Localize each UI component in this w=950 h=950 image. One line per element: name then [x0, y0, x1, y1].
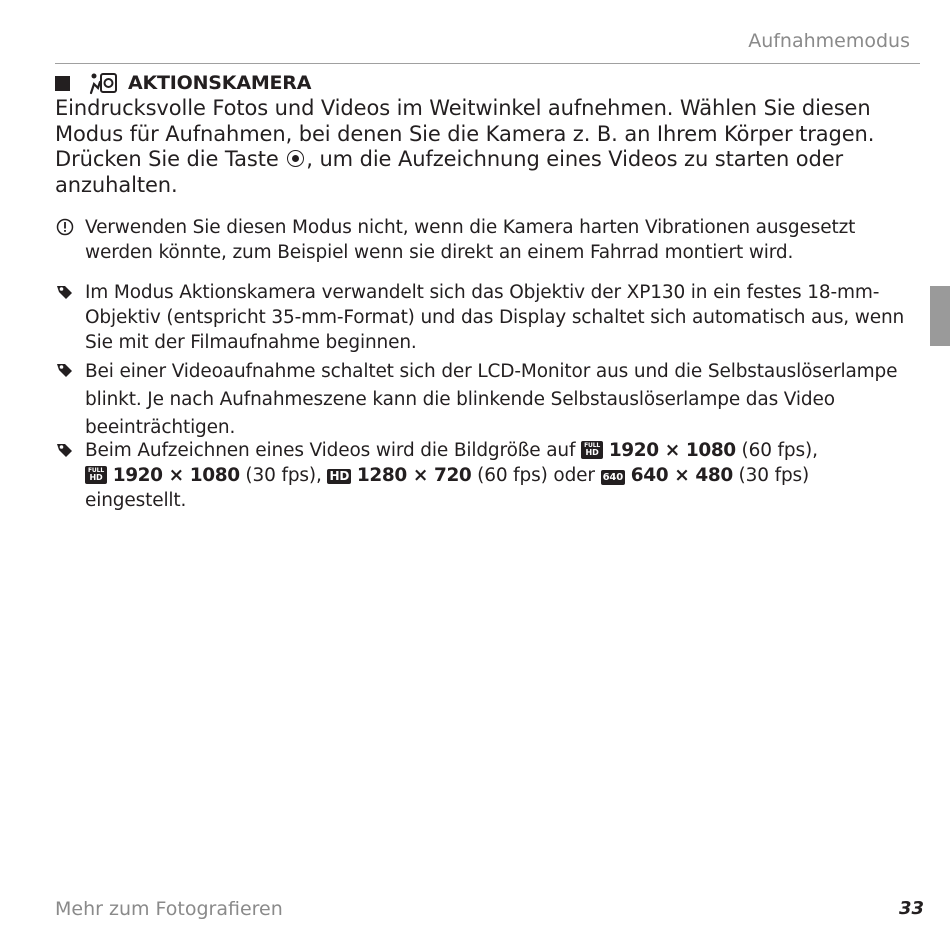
tip-text: Bei einer Videoaufnahme schaltet sich der LCD-Monitor aus und die Selbstauslöserlampe blinkt. Je nach Aufnahmeszene kann die blinkende Selbstauslöserlampe das Video beeinträchtigen.: [85, 361, 898, 438]
tip-icon: [55, 282, 75, 302]
caution-note: [55, 215, 915, 265]
tip-note: [55, 438, 915, 513]
tip-text-lead: Beim Aufzeichnen eines Videos wird die Bildgröße auf: [85, 440, 582, 461]
section-heading-label: AKTIONSKAMERA: [128, 72, 312, 94]
tip-icon: [55, 360, 75, 380]
video-size-value: 1280 × 720: [356, 465, 472, 486]
tip-text: [85, 438, 915, 513]
fps-text: (30 fps) eingestellt.: [85, 465, 810, 511]
header-divider: [55, 63, 920, 64]
page-number: 33: [898, 898, 924, 919]
footer-section-title: Mehr zum Fotografieren: [55, 898, 283, 920]
caution-icon: [55, 217, 75, 237]
full-hd-30-icon: FULL HD: [85, 466, 107, 484]
chapter-tab: [930, 286, 950, 346]
full-hd-60-icon: FULL HD: [581, 441, 603, 459]
record-button-icon: [287, 150, 304, 167]
action-camera-icon: [88, 71, 118, 95]
tip-text: Im Modus Aktionskamera verwandelt sich das Objektiv der XP130 in ein festes 18-mm-Objektiv (entspricht 35-mm-Format) und das Display schaltet sich automatisch aus, wenn Sie mit der Filmaufnahme beginnen.: [85, 282, 905, 353]
fps-text: (30 fps),: [239, 465, 328, 486]
video-size-value: 1920 × 1080: [112, 465, 240, 486]
video-size-value: 1920 × 1080: [608, 440, 736, 461]
fps-text: (60 fps) oder: [471, 465, 601, 486]
intro-text-part-1: Eindrucksvolle Fotos und Videos im Weitwinkel aufnehmen. Wählen Sie diesen Modus für Aufnahmen, bei denen Sie die Kamera z. B. an Ihrem Körper tragen. Drücken Sie die Taste: [55, 96, 875, 171]
intro-paragraph: [55, 96, 915, 198]
intro-text-part-2: , um die Aufzeichnung eines Videos zu starten oder anzuhalten.: [55, 147, 844, 197]
running-header: Aufnahmemodus: [748, 30, 910, 52]
video-size-value: 640 × 480: [630, 465, 733, 486]
section-heading: [55, 71, 311, 95]
tip-note: [55, 358, 915, 442]
tip-note: [55, 280, 915, 355]
vga-640-icon: 640: [602, 472, 624, 483]
fps-text: (60 fps),: [735, 440, 818, 461]
hd-icon: HD: [329, 469, 350, 483]
square-bullet-icon: [55, 76, 70, 91]
caution-text: Verwenden Sie diesen Modus nicht, wenn die Kamera harten Vibrationen ausgesetzt werden könnte, zum Beispiel wenn sie direkt an einem Fahrrad montiert wird.: [85, 217, 856, 263]
tip-icon: [55, 440, 75, 460]
